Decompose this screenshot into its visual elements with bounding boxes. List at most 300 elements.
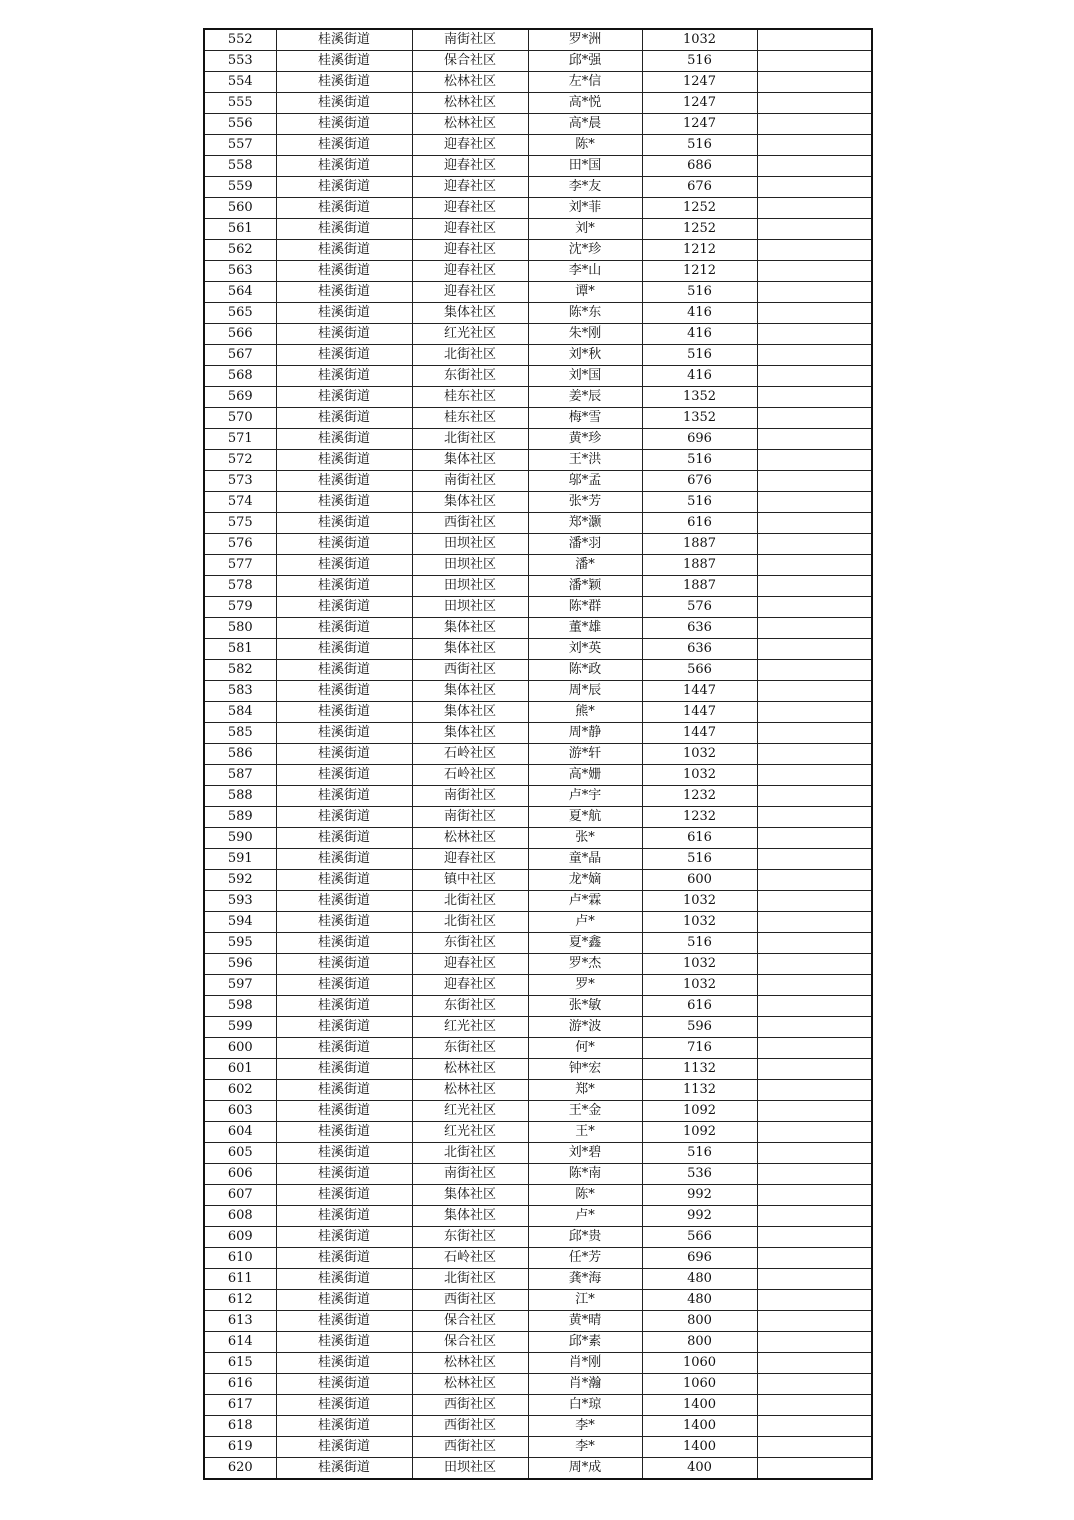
amount-cell: 600 <box>642 870 757 891</box>
remark-cell <box>757 1437 872 1458</box>
table-row <box>204 1353 872 1374</box>
community-cell: 保合社区 <box>412 1311 528 1332</box>
community-cell: 石岭社区 <box>412 1248 528 1269</box>
community-cell: 集体社区 <box>412 702 528 723</box>
community-cell: 田坝社区 <box>412 1458 528 1480</box>
row-number-cell: 580 <box>204 618 276 639</box>
community-cell: 松林社区 <box>412 1059 528 1080</box>
remark-cell <box>757 681 872 702</box>
name-cell: 郑*灏 <box>528 513 642 534</box>
row-number-cell: 568 <box>204 366 276 387</box>
amount-cell: 616 <box>642 828 757 849</box>
row-number-cell: 595 <box>204 933 276 954</box>
table-row <box>204 324 872 345</box>
row-number-cell: 608 <box>204 1206 276 1227</box>
community-cell: 迎春社区 <box>412 954 528 975</box>
amount-cell: 992 <box>642 1185 757 1206</box>
community-cell: 松林社区 <box>412 1353 528 1374</box>
amount-cell: 566 <box>642 660 757 681</box>
street-cell: 桂溪街道 <box>276 29 412 51</box>
amount-cell: 1447 <box>642 681 757 702</box>
remark-cell <box>757 1017 872 1038</box>
remark-cell <box>757 1143 872 1164</box>
name-cell: 童*晶 <box>528 849 642 870</box>
amount-cell: 1887 <box>642 534 757 555</box>
amount-cell: 1060 <box>642 1374 757 1395</box>
remark-cell <box>757 1416 872 1437</box>
street-cell: 桂溪街道 <box>276 1332 412 1353</box>
street-cell: 桂溪街道 <box>276 765 412 786</box>
community-cell: 迎春社区 <box>412 135 528 156</box>
remark-cell <box>757 366 872 387</box>
table-row <box>204 849 872 870</box>
table-body <box>204 29 872 1479</box>
community-cell: 桂东社区 <box>412 408 528 429</box>
remark-cell <box>757 1374 872 1395</box>
table-row <box>204 975 872 996</box>
remark-cell <box>757 1227 872 1248</box>
row-number-cell: 586 <box>204 744 276 765</box>
table-row <box>204 891 872 912</box>
name-cell: 游*轩 <box>528 744 642 765</box>
remark-cell <box>757 933 872 954</box>
row-number-cell: 583 <box>204 681 276 702</box>
name-cell: 高*悦 <box>528 93 642 114</box>
row-number-cell: 604 <box>204 1122 276 1143</box>
remark-cell <box>757 1458 872 1480</box>
community-cell: 松林社区 <box>412 828 528 849</box>
name-cell: 卢*霖 <box>528 891 642 912</box>
community-cell: 迎春社区 <box>412 198 528 219</box>
name-cell: 张*敏 <box>528 996 642 1017</box>
street-cell: 桂溪街道 <box>276 786 412 807</box>
street-cell: 桂溪街道 <box>276 177 412 198</box>
street-cell: 桂溪街道 <box>276 933 412 954</box>
name-cell: 姜*辰 <box>528 387 642 408</box>
amount-cell: 992 <box>642 1206 757 1227</box>
amount-cell: 800 <box>642 1332 757 1353</box>
row-number-cell: 589 <box>204 807 276 828</box>
name-cell: 白*琼 <box>528 1395 642 1416</box>
table-row <box>204 513 872 534</box>
table-row <box>204 912 872 933</box>
remark-cell <box>757 1311 872 1332</box>
community-cell: 西街社区 <box>412 1395 528 1416</box>
name-cell: 刘*菲 <box>528 198 642 219</box>
name-cell: 卢* <box>528 1206 642 1227</box>
name-cell: 邬*孟 <box>528 471 642 492</box>
name-cell: 游*波 <box>528 1017 642 1038</box>
row-number-cell: 564 <box>204 282 276 303</box>
amount-cell: 1032 <box>642 912 757 933</box>
table-row <box>204 555 872 576</box>
street-cell: 桂溪街道 <box>276 1353 412 1374</box>
name-cell: 龙*嫡 <box>528 870 642 891</box>
community-cell: 石岭社区 <box>412 744 528 765</box>
name-cell: 李*友 <box>528 177 642 198</box>
community-cell: 集体社区 <box>412 723 528 744</box>
amount-cell: 516 <box>642 1143 757 1164</box>
amount-cell: 1132 <box>642 1080 757 1101</box>
amount-cell: 536 <box>642 1164 757 1185</box>
table-row <box>204 1458 872 1480</box>
remark-cell <box>757 513 872 534</box>
remark-cell <box>757 1059 872 1080</box>
table-row <box>204 1227 872 1248</box>
community-cell: 南街社区 <box>412 786 528 807</box>
name-cell: 郑* <box>528 1080 642 1101</box>
street-cell: 桂溪街道 <box>276 72 412 93</box>
table-row <box>204 954 872 975</box>
remark-cell <box>757 1122 872 1143</box>
amount-cell: 1032 <box>642 975 757 996</box>
remark-cell <box>757 1080 872 1101</box>
data-table <box>203 28 873 1480</box>
remark-cell <box>757 408 872 429</box>
remark-cell <box>757 1290 872 1311</box>
table-row <box>204 1143 872 1164</box>
community-cell: 红光社区 <box>412 1101 528 1122</box>
community-cell: 石岭社区 <box>412 765 528 786</box>
remark-cell <box>757 450 872 471</box>
street-cell: 桂溪街道 <box>276 891 412 912</box>
community-cell: 北街社区 <box>412 1143 528 1164</box>
community-cell: 东街社区 <box>412 933 528 954</box>
table-row <box>204 1311 872 1332</box>
name-cell: 陈*群 <box>528 597 642 618</box>
street-cell: 桂溪街道 <box>276 1080 412 1101</box>
remark-cell <box>757 576 872 597</box>
name-cell: 潘*羽 <box>528 534 642 555</box>
amount-cell: 1212 <box>642 240 757 261</box>
name-cell: 邱*贵 <box>528 1227 642 1248</box>
community-cell: 田坝社区 <box>412 555 528 576</box>
remark-cell <box>757 219 872 240</box>
amount-cell: 516 <box>642 933 757 954</box>
remark-cell <box>757 912 872 933</box>
street-cell: 桂溪街道 <box>276 450 412 471</box>
name-cell: 朱*刚 <box>528 324 642 345</box>
row-number-cell: 591 <box>204 849 276 870</box>
name-cell: 谭* <box>528 282 642 303</box>
row-number-cell: 612 <box>204 1290 276 1311</box>
row-number-cell: 576 <box>204 534 276 555</box>
community-cell: 松林社区 <box>412 114 528 135</box>
remark-cell <box>757 156 872 177</box>
name-cell: 罗*杰 <box>528 954 642 975</box>
street-cell: 桂溪街道 <box>276 1437 412 1458</box>
amount-cell: 636 <box>642 639 757 660</box>
amount-cell: 516 <box>642 849 757 870</box>
table-row <box>204 933 872 954</box>
amount-cell: 516 <box>642 492 757 513</box>
amount-cell: 1232 <box>642 786 757 807</box>
remark-cell <box>757 891 872 912</box>
remark-cell <box>757 1269 872 1290</box>
amount-cell: 1212 <box>642 261 757 282</box>
table-row <box>204 1206 872 1227</box>
name-cell: 沈*珍 <box>528 240 642 261</box>
amount-cell: 400 <box>642 1458 757 1480</box>
table-row <box>204 450 872 471</box>
community-cell: 集体社区 <box>412 681 528 702</box>
remark-cell <box>757 702 872 723</box>
street-cell: 桂溪街道 <box>276 534 412 555</box>
amount-cell: 1132 <box>642 1059 757 1080</box>
amount-cell: 1352 <box>642 387 757 408</box>
street-cell: 桂溪街道 <box>276 1164 412 1185</box>
name-cell: 夏*鑫 <box>528 933 642 954</box>
table-row <box>204 618 872 639</box>
name-cell: 潘*颖 <box>528 576 642 597</box>
community-cell: 南街社区 <box>412 471 528 492</box>
row-number-cell: 620 <box>204 1458 276 1480</box>
row-number-cell: 579 <box>204 597 276 618</box>
row-number-cell: 613 <box>204 1311 276 1332</box>
community-cell: 迎春社区 <box>412 240 528 261</box>
table-row <box>204 1332 872 1353</box>
street-cell: 桂溪街道 <box>276 240 412 261</box>
amount-cell: 1352 <box>642 408 757 429</box>
street-cell: 桂溪街道 <box>276 807 412 828</box>
name-cell: 钟*宏 <box>528 1059 642 1080</box>
amount-cell: 516 <box>642 450 757 471</box>
remark-cell <box>757 261 872 282</box>
remark-cell <box>757 639 872 660</box>
row-number-cell: 599 <box>204 1017 276 1038</box>
community-cell: 迎春社区 <box>412 177 528 198</box>
name-cell: 邱*强 <box>528 51 642 72</box>
remark-cell <box>757 975 872 996</box>
name-cell: 张* <box>528 828 642 849</box>
community-cell: 保合社区 <box>412 51 528 72</box>
table-row <box>204 639 872 660</box>
name-cell: 江* <box>528 1290 642 1311</box>
row-number-cell: 566 <box>204 324 276 345</box>
community-cell: 迎春社区 <box>412 261 528 282</box>
community-cell: 南街社区 <box>412 1164 528 1185</box>
community-cell: 红光社区 <box>412 1122 528 1143</box>
amount-cell: 576 <box>642 597 757 618</box>
table-row <box>204 765 872 786</box>
table-row <box>204 72 872 93</box>
name-cell: 周*静 <box>528 723 642 744</box>
street-cell: 桂溪街道 <box>276 849 412 870</box>
amount-cell: 1887 <box>642 555 757 576</box>
community-cell: 田坝社区 <box>412 534 528 555</box>
remark-cell <box>757 849 872 870</box>
remark-cell <box>757 1332 872 1353</box>
table-row <box>204 576 872 597</box>
row-number-cell: 601 <box>204 1059 276 1080</box>
street-cell: 桂溪街道 <box>276 345 412 366</box>
table-row <box>204 744 872 765</box>
community-cell: 东街社区 <box>412 1227 528 1248</box>
amount-cell: 1032 <box>642 954 757 975</box>
street-cell: 桂溪街道 <box>276 1248 412 1269</box>
amount-cell: 416 <box>642 366 757 387</box>
remark-cell <box>757 870 872 891</box>
row-number-cell: 618 <box>204 1416 276 1437</box>
name-cell: 李*山 <box>528 261 642 282</box>
row-number-cell: 582 <box>204 660 276 681</box>
name-cell: 刘*碧 <box>528 1143 642 1164</box>
row-number-cell: 611 <box>204 1269 276 1290</box>
amount-cell: 1400 <box>642 1416 757 1437</box>
row-number-cell: 567 <box>204 345 276 366</box>
row-number-cell: 572 <box>204 450 276 471</box>
row-number-cell: 552 <box>204 29 276 51</box>
table-row <box>204 1290 872 1311</box>
name-cell: 何* <box>528 1038 642 1059</box>
remark-cell <box>757 534 872 555</box>
name-cell: 周*辰 <box>528 681 642 702</box>
street-cell: 桂溪街道 <box>276 93 412 114</box>
row-number-cell: 578 <box>204 576 276 597</box>
row-number-cell: 603 <box>204 1101 276 1122</box>
table-row <box>204 303 872 324</box>
name-cell: 陈*东 <box>528 303 642 324</box>
amount-cell: 516 <box>642 135 757 156</box>
name-cell: 陈*政 <box>528 660 642 681</box>
table-row <box>204 29 872 51</box>
table-row <box>204 723 872 744</box>
table-row <box>204 345 872 366</box>
street-cell: 桂溪街道 <box>276 387 412 408</box>
remark-cell <box>757 177 872 198</box>
row-number-cell: 556 <box>204 114 276 135</box>
row-number-cell: 558 <box>204 156 276 177</box>
street-cell: 桂溪街道 <box>276 555 412 576</box>
street-cell: 桂溪街道 <box>276 660 412 681</box>
remark-cell <box>757 1353 872 1374</box>
name-cell: 肖*瀚 <box>528 1374 642 1395</box>
table-row <box>204 51 872 72</box>
remark-cell <box>757 954 872 975</box>
name-cell: 刘*国 <box>528 366 642 387</box>
street-cell: 桂溪街道 <box>276 135 412 156</box>
row-number-cell: 565 <box>204 303 276 324</box>
amount-cell: 480 <box>642 1269 757 1290</box>
street-cell: 桂溪街道 <box>276 870 412 891</box>
amount-cell: 716 <box>642 1038 757 1059</box>
row-number-cell: 590 <box>204 828 276 849</box>
community-cell: 集体社区 <box>412 1206 528 1227</box>
street-cell: 桂溪街道 <box>276 1269 412 1290</box>
table-row <box>204 1416 872 1437</box>
remark-cell <box>757 29 872 51</box>
row-number-cell: 555 <box>204 93 276 114</box>
row-number-cell: 553 <box>204 51 276 72</box>
remark-cell <box>757 1206 872 1227</box>
community-cell: 北街社区 <box>412 912 528 933</box>
remark-cell <box>757 51 872 72</box>
name-cell: 王*洪 <box>528 450 642 471</box>
community-cell: 田坝社区 <box>412 597 528 618</box>
amount-cell: 1032 <box>642 29 757 51</box>
community-cell: 西街社区 <box>412 1437 528 1458</box>
row-number-cell: 573 <box>204 471 276 492</box>
table-row <box>204 93 872 114</box>
table-row <box>204 828 872 849</box>
amount-cell: 416 <box>642 324 757 345</box>
remark-cell <box>757 786 872 807</box>
table-row <box>204 1374 872 1395</box>
street-cell: 桂溪街道 <box>276 618 412 639</box>
community-cell: 保合社区 <box>412 1332 528 1353</box>
row-number-cell: 600 <box>204 1038 276 1059</box>
row-number-cell: 605 <box>204 1143 276 1164</box>
name-cell: 田*国 <box>528 156 642 177</box>
remark-cell <box>757 828 872 849</box>
row-number-cell: 596 <box>204 954 276 975</box>
name-cell: 周*成 <box>528 1458 642 1480</box>
remark-cell <box>757 807 872 828</box>
row-number-cell: 607 <box>204 1185 276 1206</box>
table-row <box>204 870 872 891</box>
amount-cell: 616 <box>642 513 757 534</box>
amount-cell: 1400 <box>642 1437 757 1458</box>
community-cell: 集体社区 <box>412 492 528 513</box>
street-cell: 桂溪街道 <box>276 1227 412 1248</box>
remark-cell <box>757 996 872 1017</box>
name-cell: 潘* <box>528 555 642 576</box>
row-number-cell: 584 <box>204 702 276 723</box>
community-cell: 南街社区 <box>412 807 528 828</box>
amount-cell: 1247 <box>642 72 757 93</box>
street-cell: 桂溪街道 <box>276 261 412 282</box>
community-cell: 集体社区 <box>412 450 528 471</box>
community-cell: 东街社区 <box>412 366 528 387</box>
row-number-cell: 614 <box>204 1332 276 1353</box>
remark-cell <box>757 198 872 219</box>
community-cell: 北街社区 <box>412 345 528 366</box>
street-cell: 桂溪街道 <box>276 1206 412 1227</box>
name-cell: 左*信 <box>528 72 642 93</box>
community-cell: 西街社区 <box>412 660 528 681</box>
table-row <box>204 534 872 555</box>
community-cell: 西街社区 <box>412 1416 528 1437</box>
amount-cell: 516 <box>642 51 757 72</box>
table-row <box>204 597 872 618</box>
amount-cell: 1092 <box>642 1122 757 1143</box>
name-cell: 董*雄 <box>528 618 642 639</box>
table-row <box>204 660 872 681</box>
row-number-cell: 594 <box>204 912 276 933</box>
street-cell: 桂溪街道 <box>276 996 412 1017</box>
community-cell: 东街社区 <box>412 1038 528 1059</box>
amount-cell: 800 <box>642 1311 757 1332</box>
table-row <box>204 198 872 219</box>
amount-cell: 1092 <box>642 1101 757 1122</box>
table-row <box>204 702 872 723</box>
row-number-cell: 606 <box>204 1164 276 1185</box>
name-cell: 王* <box>528 1122 642 1143</box>
street-cell: 桂溪街道 <box>276 471 412 492</box>
name-cell: 邱*素 <box>528 1332 642 1353</box>
remark-cell <box>757 1038 872 1059</box>
table-row <box>204 261 872 282</box>
name-cell: 任*芳 <box>528 1248 642 1269</box>
name-cell: 高*晨 <box>528 114 642 135</box>
community-cell: 田坝社区 <box>412 576 528 597</box>
table-row <box>204 1101 872 1122</box>
row-number-cell: 619 <box>204 1437 276 1458</box>
name-cell: 高*姗 <box>528 765 642 786</box>
community-cell: 迎春社区 <box>412 156 528 177</box>
community-cell: 松林社区 <box>412 72 528 93</box>
table-row <box>204 408 872 429</box>
